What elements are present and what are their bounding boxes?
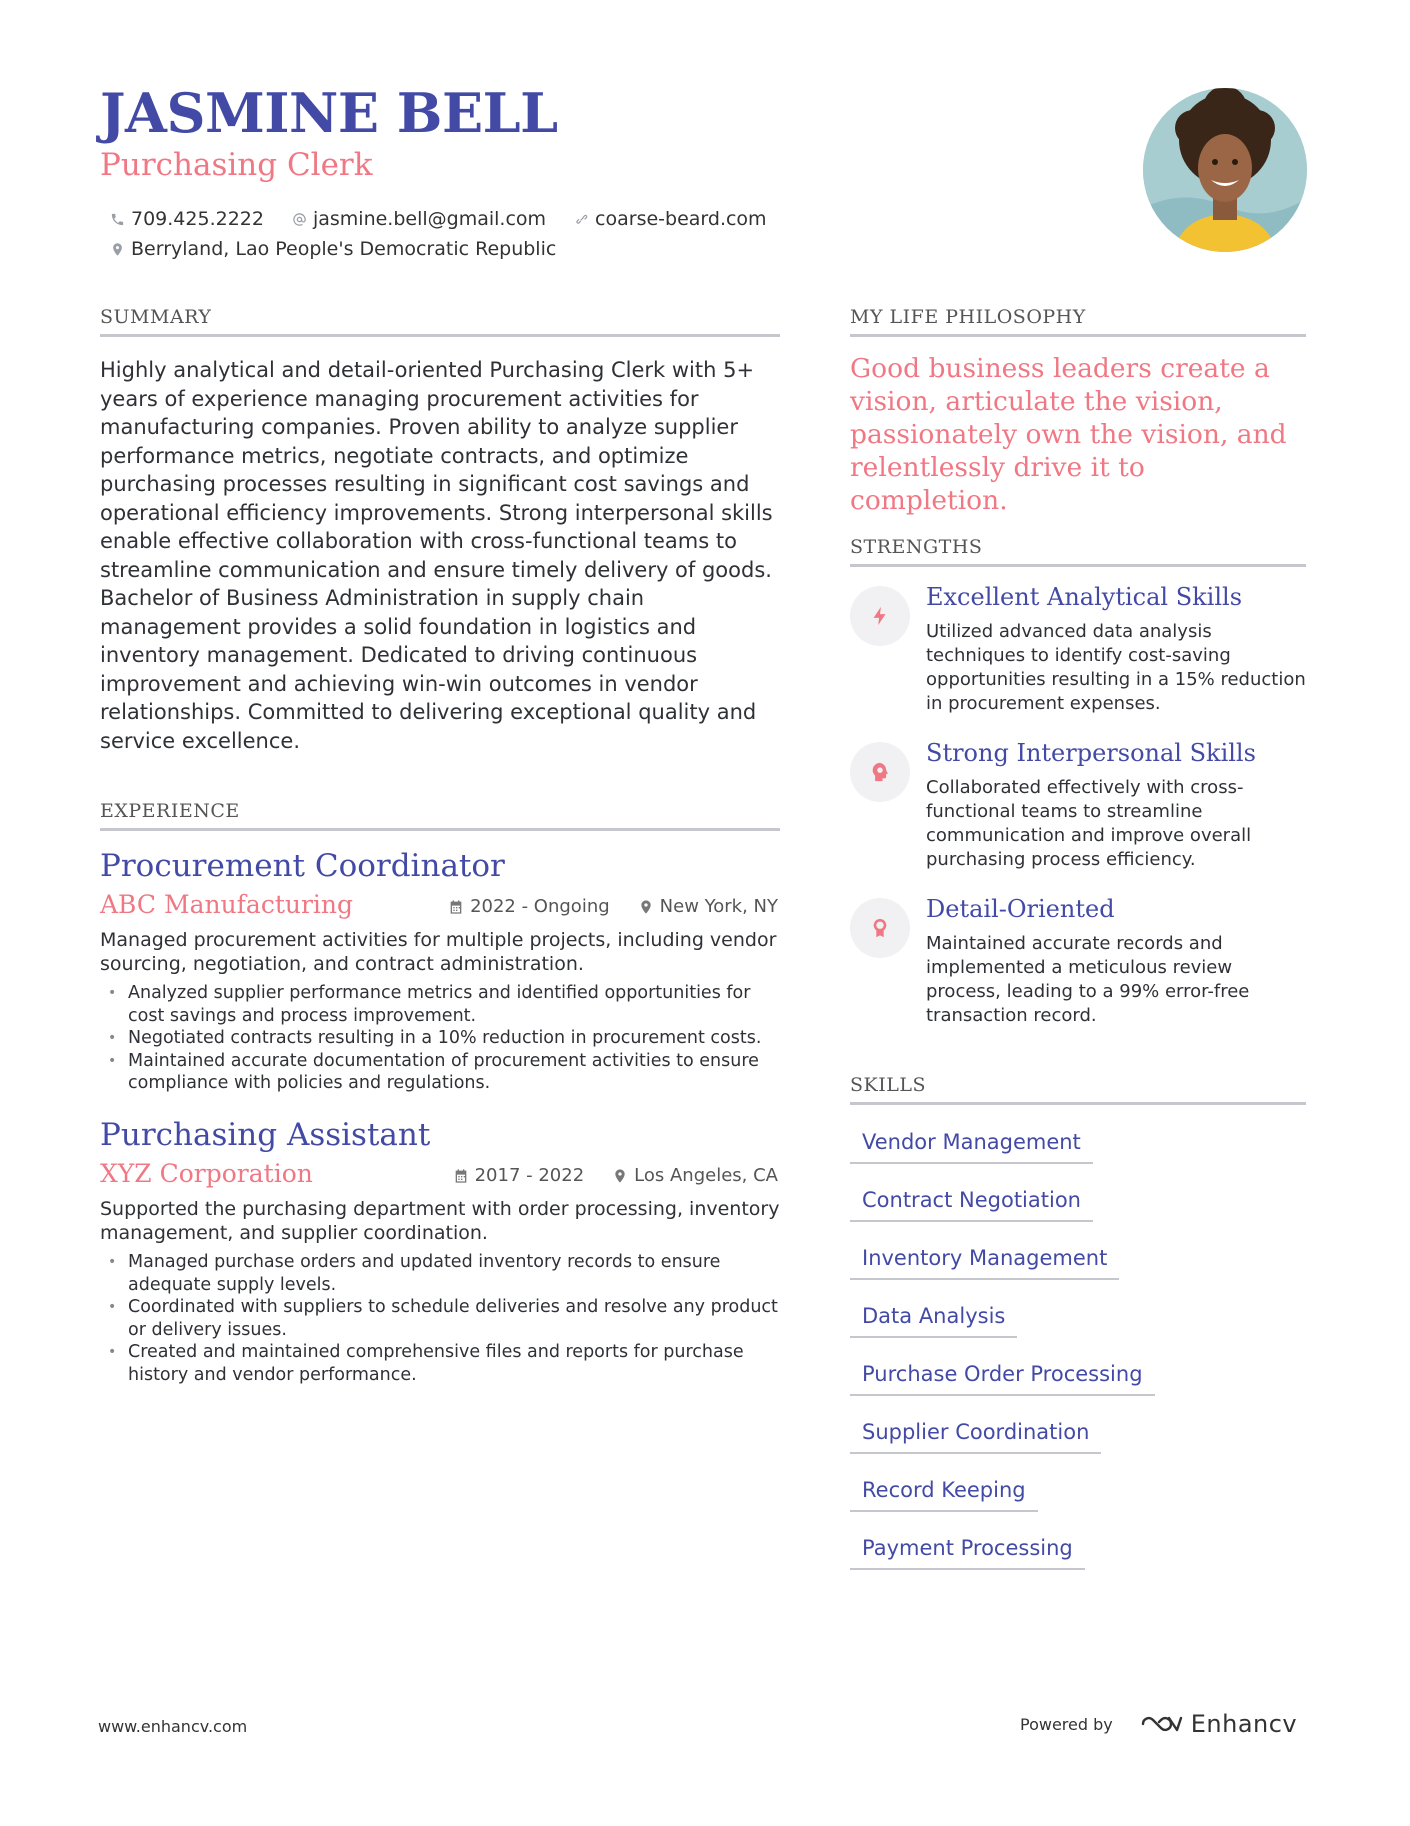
strengths-heading: STRENGTHS bbox=[850, 536, 1306, 567]
strength-title: Excellent Analytical Skills bbox=[926, 583, 1243, 611]
strength-description: Collaborated effectively with cross-functional teams to streamline communication and improve overall purchasing process efficiency. bbox=[926, 777, 1252, 870]
head-icon bbox=[869, 761, 891, 783]
job-description: Managed procurement activities for multiple projects, including vendor sourcing, negotiation, and contract administration. bbox=[100, 929, 777, 975]
contact-website[interactable] bbox=[574, 208, 767, 230]
phone-text: 709.425.2222 bbox=[131, 208, 264, 230]
list-item: • Coordinated with suppliers to schedule deliveries and resolve any product or delivery issues. bbox=[100, 1296, 780, 1341]
skills-heading: SKILLS bbox=[850, 1074, 1306, 1105]
job-dates: 2022 - Ongoing bbox=[448, 896, 610, 917]
footer-brand bbox=[1020, 1710, 1297, 1738]
job-location: Los Angeles, CA bbox=[612, 1165, 778, 1186]
summary-text: Highly analytical and detail-oriented Purchasing Clerk with 5+ years of experience managing procurement activities for manufacturing companies. Proven ability to analyze supplier performance metrics, negotiate contracts, and optimize purchasing processes resulting in significant cost savings and operational efficiency improvements. Strong interpersonal skills enable effective collaboration with cross-functional teams to streamline communication and ensure timely delivery of goods. Bachelor of Business Administration in supply chain management provides a solid foundation in logistics and inventory management. Dedicated to driving continuous improvement and achieving win-win outcomes in vendor relationships. Committed to delivering exceptional quality and service excellence. bbox=[100, 358, 773, 753]
calendar-icon bbox=[453, 1168, 469, 1184]
skill-tag: Inventory Management bbox=[850, 1246, 1119, 1280]
at-icon bbox=[292, 212, 307, 227]
job-meta bbox=[453, 1165, 778, 1186]
email-text: jasmine.bell@gmail.com bbox=[312, 208, 547, 230]
skill-tag: Purchase Order Processing bbox=[850, 1362, 1155, 1396]
contact-row-secondary bbox=[110, 238, 556, 260]
strength-title: Strong Interpersonal Skills bbox=[926, 739, 1256, 767]
location-pin-icon bbox=[638, 899, 654, 915]
strength-description: Maintained accurate records and implemented a meticulous review process, leading to a 99% error-free transaction record. bbox=[926, 933, 1250, 1026]
contact-location bbox=[110, 238, 556, 260]
phone-icon bbox=[110, 212, 125, 227]
powered-by-label: Powered by bbox=[1020, 1714, 1113, 1734]
job-location: New York, NY bbox=[638, 896, 778, 917]
footer-website[interactable]: www.enhancv.com bbox=[98, 1717, 248, 1736]
location-pin-icon bbox=[612, 1168, 628, 1184]
philosophy-quote: Good business leaders create a vision, articulate the vision, passionately own the vision, and relentlessly drive it to completion. bbox=[850, 353, 1287, 516]
enhancv-logo-icon bbox=[1139, 1712, 1183, 1736]
lightning-icon bbox=[869, 605, 891, 627]
job-meta bbox=[448, 896, 778, 917]
skill-tag: Contract Negotiation bbox=[850, 1188, 1093, 1222]
job-company: ABC Manufacturing bbox=[100, 890, 354, 919]
candidate-name: JASMINE BELL bbox=[100, 81, 558, 145]
job-role: Procurement Coordinator bbox=[100, 848, 505, 884]
award-icon bbox=[869, 917, 891, 939]
job-company: XYZ Corporation bbox=[100, 1159, 313, 1188]
location-pin-icon bbox=[110, 242, 125, 257]
strength-description: Utilized advanced data analysis techniques to identify cost-saving opportunities resulting in a 15% reduction in procurement expenses. bbox=[926, 621, 1306, 714]
contact-row-primary bbox=[110, 208, 767, 230]
job-bullets bbox=[100, 982, 780, 1095]
summary-heading: SUMMARY bbox=[100, 306, 780, 337]
strength-title: Detail-Oriented bbox=[926, 895, 1115, 923]
list-item: • Maintained accurate documentation of procurement activities to ensure compliance with policies and regulations. bbox=[100, 1050, 780, 1095]
website-text: coarse-beard.com bbox=[595, 208, 767, 230]
contact-phone bbox=[110, 208, 264, 230]
job-dates: 2017 - 2022 bbox=[453, 1165, 585, 1186]
skill-tag: Supplier Coordination bbox=[850, 1420, 1101, 1454]
enhancv-logo[interactable]: Enhancv bbox=[1139, 1710, 1297, 1738]
location-text: Berryland, Lao People's Democratic Republic bbox=[131, 238, 557, 260]
job-description: Supported the purchasing department with order processing, inventory management, and supplier coordination. bbox=[100, 1198, 780, 1244]
skill-tag: Payment Processing bbox=[850, 1536, 1085, 1570]
link-icon bbox=[574, 212, 589, 227]
philosophy-heading: MY LIFE PHILOSOPHY bbox=[850, 306, 1306, 337]
candidate-title: Purchasing Clerk bbox=[100, 147, 373, 183]
contact-email[interactable] bbox=[292, 208, 546, 230]
avatar bbox=[1143, 88, 1307, 252]
experience-heading: EXPERIENCE bbox=[100, 800, 780, 831]
list-item: • Analyzed supplier performance metrics and identified opportunities for cost savings and process improvement. bbox=[100, 982, 780, 1027]
skill-tag: Record Keeping bbox=[850, 1478, 1038, 1512]
job-role: Purchasing Assistant bbox=[100, 1117, 431, 1153]
list-item: • Managed purchase orders and updated inventory records to ensure adequate supply levels. bbox=[100, 1251, 780, 1296]
job-bullets bbox=[100, 1251, 780, 1386]
list-item: • Created and maintained comprehensive files and reports for purchase history and vendor performance. bbox=[100, 1341, 780, 1386]
calendar-icon bbox=[448, 899, 464, 915]
skill-tag: Vendor Management bbox=[850, 1130, 1093, 1164]
list-item: • Negotiated contracts resulting in a 10% reduction in procurement costs. bbox=[100, 1027, 780, 1050]
skill-tag: Data Analysis bbox=[850, 1304, 1017, 1338]
